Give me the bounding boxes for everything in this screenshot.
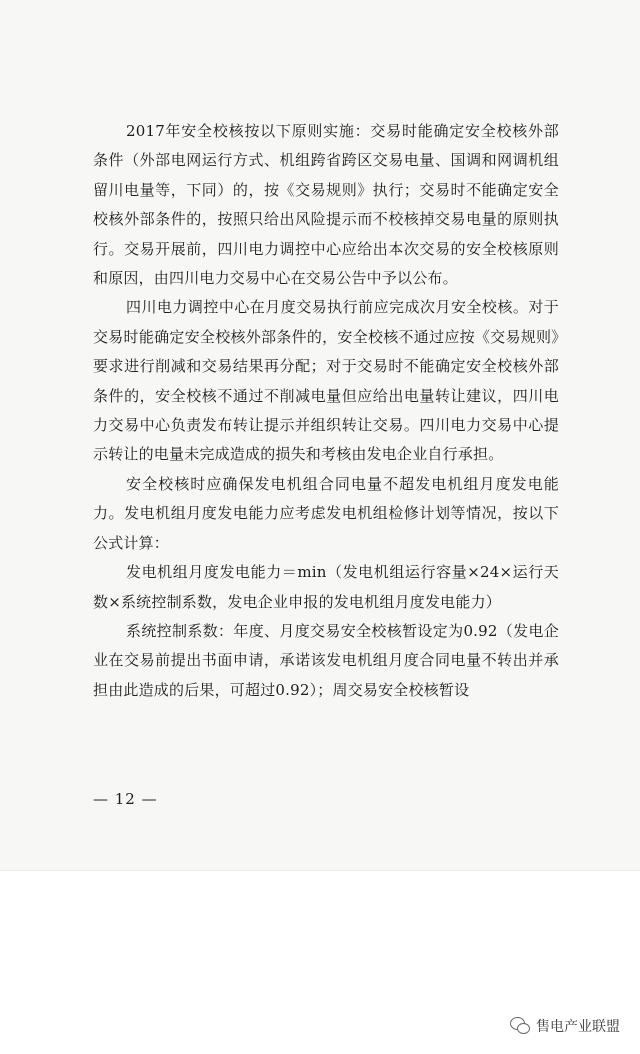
page-number: — 12 —: [93, 790, 158, 808]
paragraph-3: 安全校核时应确保发电机组合同电量不超发电机组月度发电能力。发电机组月度发电能力应考虑发电机组检修计划等情况，按以下公式计算：: [93, 474, 559, 552]
paragraph-2: 四川电力调控中心在月度交易执行前应完成次月安全校核。对于交易时能确定安全校核外部条件的，安全校核不通过应按《交易规则》要求进行削减和交易结果再分配；对于交易时不能确定安全校核外部条件的，安全校核不通过不削减电量但应给出电量转让建议，四川电力交易中心负责发布转让提示并组织转让交易。四川电力交易中心提示转让的电量未完成造成的损失和考核由发电企业自行承担。: [93, 298, 559, 464]
watermark-text: 售电产业联盟: [536, 1019, 620, 1035]
wechat-icon: [510, 1017, 530, 1035]
watermark: [510, 1016, 620, 1036]
paragraph-4: 发电机组月度发电能力＝min（发电机组运行容量×24×运行天数×系统控制系数，发电企业申报的发电机组月度发电能力）: [93, 563, 559, 611]
paragraph-5: 系统控制系数：年度、月度交易安全校核暂设定为0.92（发电企业在交易前提出书面申请，承诺该发电机组月度合同电量不转出并承担由此造成的后果，可超过0.92）；周交易安全校核暂设: [93, 621, 559, 699]
paragraph-1: 2017年安全校核按以下原则实施：交易时能确定安全校核外部条件（外部电网运行方式、机组跨省跨区交易电量、国调和网调机组留川电量等，下同）的，按《交易规则》执行；交易时不能确定安全校核外部条件的，按照只给出风险提示而不校核掉交易电量的原则执行。交易开展前，四川电力调控中心应给出本次交易的安全校核原则和原因，由四川电力交易中心在交易公告中予以公布。: [93, 122, 559, 288]
document-body: [93, 117, 559, 705]
